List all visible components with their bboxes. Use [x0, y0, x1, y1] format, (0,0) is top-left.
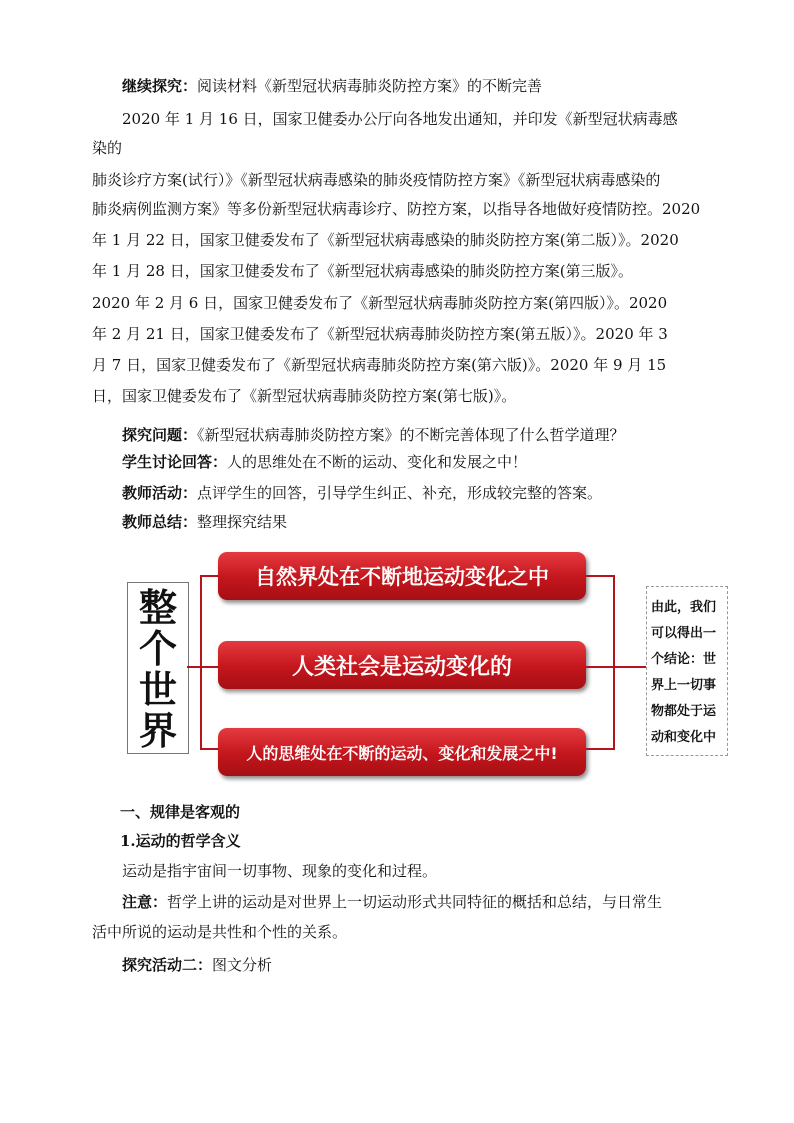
conclusion-text: 由此，我们可以得出一个结论：世界上一切事物都处于运动和变化中	[651, 600, 717, 745]
whole-world-box	[127, 582, 189, 754]
activity2-label: 探究活动二：	[122, 956, 213, 974]
whole-world-char-4: 界	[138, 708, 177, 753]
right-connector-stub	[613, 666, 646, 668]
note-line-2: 活中所说的运动是共性和个性的关系。	[92, 923, 348, 941]
right-connector-bottom	[586, 748, 614, 750]
question-text: 《新型冠状病毒肺炎防控方案》的不断完善体现了什么哲学道理？	[197, 426, 625, 444]
activity2-paragraph	[92, 951, 706, 981]
left-connector-bottom	[200, 748, 220, 750]
student-label: 学生讨论回答：	[122, 453, 228, 471]
conclusion-box	[646, 586, 728, 756]
society-bar-text: 人类社会是运动变化的	[291, 654, 512, 680]
whole-world-char-1: 整	[138, 585, 177, 630]
paragraph-line-4: 肺炎病例监测方案》等多份新型冠状病毒诊疗、防控方案，以指导各地做好疫情防控。2020	[92, 200, 701, 218]
intro-text: 阅读材料《新型冠状病毒肺炎防控方案》的不断完善	[197, 77, 543, 95]
thinking-bar	[218, 728, 586, 776]
note-label: 注意：	[122, 893, 168, 911]
paragraph-line-7: 2020 年 2 月 6 日，国家卫健委发布了《新型冠状病毒肺炎防控方案(第四版）》。2020	[92, 294, 668, 312]
student-paragraph	[92, 448, 706, 478]
paragraph-line-8: 年 2 月 21 日，国家卫健委发布了《新型冠状病毒肺炎防控方案(第五版）》。2020 年 3	[92, 325, 668, 343]
question-paragraph	[92, 421, 706, 451]
paragraph-line-2: 染的	[92, 139, 123, 157]
intro-label: 继续探究：	[122, 77, 198, 95]
activity2-text: 图文分析	[212, 956, 273, 974]
whole-world-text	[128, 587, 188, 751]
left-connector-top	[200, 575, 220, 577]
right-connector-top	[586, 575, 614, 577]
left-connector-stub	[187, 666, 201, 668]
nature-bar	[218, 552, 586, 600]
paragraph-line-1: 2020 年 1 月 16 日，国家卫健委办公厅向各地发出通知，并印发《新型冠状病毒感	[122, 110, 678, 128]
right-connector-middle	[586, 666, 614, 668]
section-heading-1: 一、规律是客观的	[120, 803, 241, 821]
teacher-summary-label: 教师总结：	[122, 513, 198, 531]
intro-paragraph	[92, 72, 706, 102]
teacher-activity-text: 点评学生的回答，引导学生纠正、补充，形成较完整的答案。	[197, 484, 603, 502]
society-bar	[218, 641, 586, 689]
paragraph-line-5: 年 1 月 22 日，国家卫健委发布了《新型冠状病毒感染的肺炎防控方案(第二版）》。2020	[92, 231, 679, 249]
note-line-1: 哲学上讲的运动是对世界上一切运动形式共同特征的概括和总结，与日常生	[167, 893, 663, 911]
left-connector-vertical	[200, 575, 202, 749]
teacher-summary-paragraph	[92, 508, 706, 538]
left-connector-middle	[200, 666, 220, 668]
paragraph-line-9: 月 7 日，国家卫健委发布了《新型冠状病毒肺炎防控方案(第六版)》。2020 年 9 月 15	[92, 356, 667, 374]
nature-bar-text: 自然界处在不断地运动变化之中	[255, 565, 549, 589]
teacher-summary-text: 整理探究结果	[197, 513, 288, 531]
paragraph-line-6: 年 1 月 28 日，国家卫健委发布了《新型冠状病毒感染的肺炎防控方案(第三版》。	[92, 262, 634, 280]
paragraph-line-3: 肺炎诊疗方案(试行）》《新型冠状病毒感染的肺炎疫情防控方案》《新型冠状病毒感染的	[92, 171, 661, 189]
concept-diagram	[122, 540, 732, 790]
subsection-heading-1-1: 1.运动的哲学含义	[120, 832, 241, 850]
definition-paragraph: 运动是指宇宙间一切事物、现象的变化和过程。	[122, 862, 438, 880]
question-label: 探究问题：	[122, 426, 198, 444]
paragraph-line-10: 日，国家卫健委发布了《新型冠状病毒肺炎防控方案(第七版)》。	[92, 387, 517, 405]
student-text: 人的思维处在不断的运动、变化和发展之中！	[227, 453, 528, 471]
teacher-activity-paragraph	[92, 479, 706, 509]
teacher-activity-label: 教师活动：	[122, 484, 198, 502]
note-paragraph	[92, 888, 706, 918]
whole-world-char-2: 个	[138, 626, 177, 671]
whole-world-char-3: 世	[138, 667, 177, 712]
thinking-bar-text: 人的思维处在不断的运动、变化和发展之中!	[246, 743, 558, 763]
right-connector-vertical	[613, 575, 615, 750]
